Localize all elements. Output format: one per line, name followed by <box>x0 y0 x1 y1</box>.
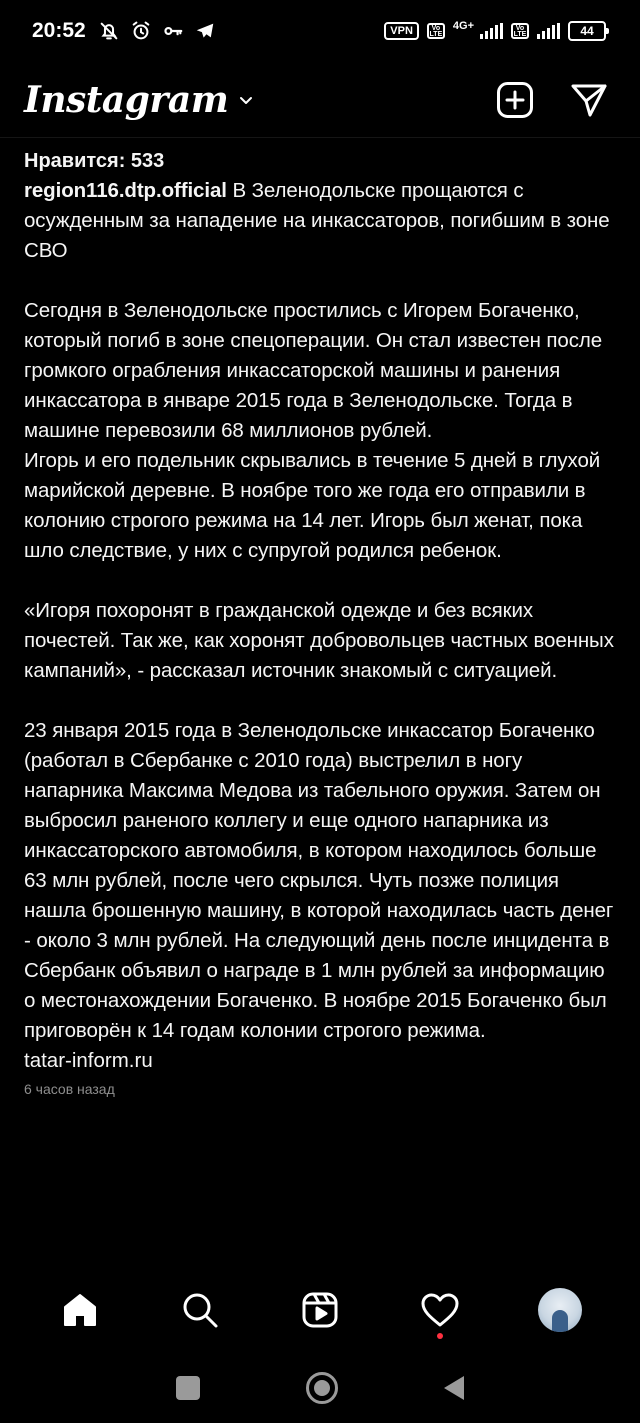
post-caption-area <box>24 146 620 1100</box>
volte-icon: Vo LTE <box>427 23 445 39</box>
bell-muted-icon <box>98 20 120 42</box>
caption-text: В Зеленодольске прощаются с осужденным за нападение на инкассаторов, погибшим в зоне СВО Сегодня в Зеленодольске простились с Игорем Богаченко, который погиб в зоне спецоперации. Он стал известен после громкого ограбления инкассаторской машины и ранения инкассатора в январе 2015 года в Зеленодольске. Тогда в машине перевозили 68 миллионов рублей. Игорь и его подельник скрывались в течение 5 дней в глухой марийской деревне. В ноябре того же года его отправили в колонию строгого режима на 14 лет. Игорь был женат, пока шло следствие, у них с супругой родился ребенок. «Игоря похоронят в гражданской одежде и без всяких почестей. Так же, как хоронят добровольцев частных военных кампаний», - рассказал источник знакомый с ситуацией. 23 января 2015 года в Зеленодольске инкассатор Богаченко (работал в Сбербанке с 2010 года) выстрелил в ногу напарника Максима Медова из табельного оружия. Затем он выбросил раненого коллегу и еще одного напарника из инкассаторского автомобиля, в котором находилось больше 63 млн рублей, после чего скрылся. Чуть позже полиция нашла брошенную машину, в которой находилась часть денег - около 3 млн рублей. На следующий день после инцидента в Сбербанк объявил о награде в 1 млн рублей за информацию о местонахождении Богаченко. В ноябре 2015 Богаченко был приговорён к 14 годам колонии строгого режима. <box>24 179 614 1042</box>
telegram-icon <box>194 20 216 42</box>
status-time: 20:52 <box>32 19 86 42</box>
nav-activity[interactable] <box>410 1280 470 1340</box>
notification-dot <box>437 1333 443 1339</box>
recent-apps-button[interactable] <box>176 1376 200 1400</box>
nav-home[interactable] <box>50 1280 110 1340</box>
post-caption <box>24 176 620 1046</box>
alarm-icon <box>130 20 152 42</box>
bottom-nav <box>0 1268 640 1352</box>
app-header <box>0 62 640 138</box>
reels-icon <box>301 1291 339 1329</box>
home-icon <box>61 1291 99 1329</box>
vpn-badge: VPN <box>384 22 419 40</box>
key-icon <box>162 20 184 42</box>
system-nav-bar <box>0 1352 640 1423</box>
status-left <box>32 19 216 43</box>
system-home-button[interactable] <box>306 1372 338 1404</box>
instagram-logo: Instagram <box>24 78 229 121</box>
chevron-down-icon <box>238 92 254 108</box>
system-back-button[interactable] <box>444 1376 464 1400</box>
caption-username[interactable]: region116.dtp.official <box>24 179 227 202</box>
nav-reels[interactable] <box>290 1280 350 1340</box>
header-actions <box>496 81 608 119</box>
avatar <box>538 1288 582 1332</box>
status-bar <box>0 0 640 62</box>
signal-strength-icon-2 <box>537 23 560 39</box>
caption-source: tatar-inform.ru <box>24 1049 153 1072</box>
likes-count[interactable]: Нравится: 533 <box>24 150 165 172</box>
post-timestamp: 6 часов назад <box>24 1081 115 1097</box>
network-type: 4G+ <box>452 20 474 32</box>
search-icon <box>181 1291 219 1329</box>
status-right <box>384 21 606 41</box>
nav-search[interactable] <box>170 1280 230 1340</box>
volte-icon-2: Vo LTE <box>511 23 529 39</box>
account-switcher[interactable] <box>24 79 254 121</box>
signal-strength-icon <box>480 23 503 39</box>
battery-icon: 44 <box>568 21 606 41</box>
paper-plane-icon[interactable] <box>570 81 608 119</box>
nav-profile[interactable] <box>530 1280 590 1340</box>
plus-square-icon[interactable] <box>496 81 534 119</box>
heart-icon <box>420 1291 460 1329</box>
